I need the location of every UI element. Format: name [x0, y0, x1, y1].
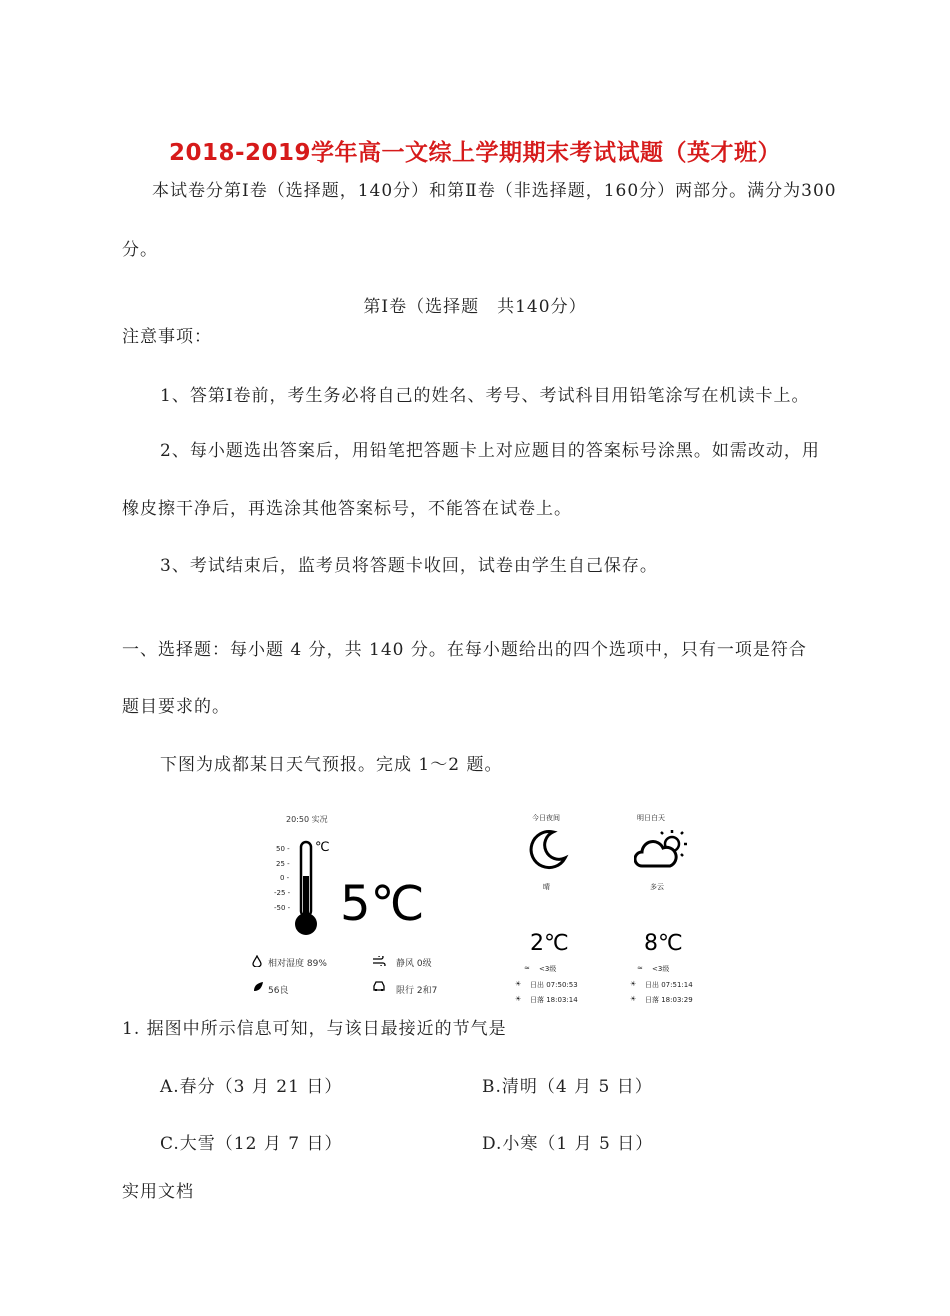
moon-icon — [527, 828, 569, 870]
scale-tick: 0 - — [280, 874, 290, 882]
note-2-line-2: 橡皮擦干净后，再选涂其他答案标号，不能答在试卷上。 — [122, 499, 572, 519]
option-a: A.春分（3 月 21 日） — [160, 1077, 343, 1097]
sunset-icon: ☀ — [630, 995, 637, 1003]
current-temperature: 5℃ — [340, 876, 425, 932]
part1-line-2: 题目要求的。 — [122, 697, 230, 717]
option-d: D.小寒（1 月 5 日） — [482, 1134, 654, 1154]
intro-line-1: 本试卷分第Ⅰ卷（选择题，140分）和第Ⅱ卷（非选择题，160分）两部分。满分为300 — [152, 181, 837, 201]
page-title: 2018-2019学年高一文综上学期期末考试试题（英才班） — [168, 140, 782, 166]
car-icon — [372, 980, 386, 992]
tonight-sunset: 日落 18:03:14 — [530, 996, 578, 1004]
note-1: 1、答第Ⅰ卷前，考生务必将自己的姓名、考号、考试科目用铅笔涂写在机读卡上。 — [160, 386, 810, 406]
option-c: C.大雪（12 月 7 日） — [160, 1134, 343, 1154]
wind: 静风 0级 — [396, 959, 432, 969]
tonight-label: 今日夜间 — [532, 814, 560, 822]
tomorrow-label: 明日白天 — [637, 814, 665, 822]
tomorrow-sunset: 日落 18:03:29 — [645, 996, 693, 1004]
humidity: 相对湿度 89% — [268, 959, 327, 969]
sunrise-icon: ☀ — [630, 980, 637, 988]
note-2-line-1: 2、每小题选出答案后，用铅笔把答题卡上对应题目的答案标号涂黑。如需改动，用 — [160, 441, 820, 461]
question-1-stem: 1. 据图中所示信息可知，与该日最接近的节气是 — [122, 1019, 507, 1039]
scale-tick: 25 - — [276, 860, 290, 868]
partly-cloudy-icon — [634, 828, 690, 870]
scale-tick: 50 - — [276, 845, 290, 853]
scale-tick: -50 - — [274, 904, 291, 912]
tomorrow-wind: <3级 — [652, 965, 670, 973]
traffic-restriction: 限行 2和7 — [396, 986, 438, 996]
note-3: 3、考试结束后，监考员将答题卡收回，试卷由学生自己保存。 — [160, 556, 658, 576]
tonight-wind-icon: ≈ — [524, 964, 530, 972]
tonight-wind: <3级 — [539, 965, 557, 973]
sunset-icon: ☀ — [515, 995, 522, 1003]
part1-line-1: 一、选择题：每小题 4 分，共 140 分。在每小题给出的四个选项中，只有一项是符合 — [122, 640, 807, 660]
scale-unit: ℃ — [315, 840, 330, 855]
tomorrow-temperature: 8℃ — [644, 931, 683, 956]
section-heading: 第Ⅰ卷（选择题 共140分） — [363, 297, 587, 317]
tonight-sunrise: 日出 07:50:53 — [530, 981, 578, 989]
current-time-label: 20:50 实况 — [286, 815, 328, 824]
tomorrow-condition: 多云 — [650, 883, 664, 891]
tomorrow-wind-icon: ≈ — [637, 964, 643, 972]
droplet-icon — [252, 955, 262, 967]
intro-line-2: 分。 — [122, 240, 158, 260]
tomorrow-sunrise: 日出 07:51:14 — [645, 981, 693, 989]
option-b: B.清明（4 月 5 日） — [482, 1077, 653, 1097]
air-quality: 56良 — [268, 986, 289, 996]
figure-intro: 下图为成都某日天气预报。完成 1～2 题。 — [160, 755, 503, 775]
footer-text: 实用文档 — [122, 1182, 194, 1202]
wind-icon — [372, 956, 386, 966]
notes-title: 注意事项： — [122, 327, 212, 347]
scale-tick: -25 - — [274, 889, 291, 897]
tonight-temperature: 2℃ — [530, 931, 569, 956]
sunrise-icon: ☀ — [515, 980, 522, 988]
tonight-condition: 晴 — [543, 883, 550, 891]
thermometer-icon — [293, 840, 319, 938]
leaf-icon — [252, 981, 264, 993]
